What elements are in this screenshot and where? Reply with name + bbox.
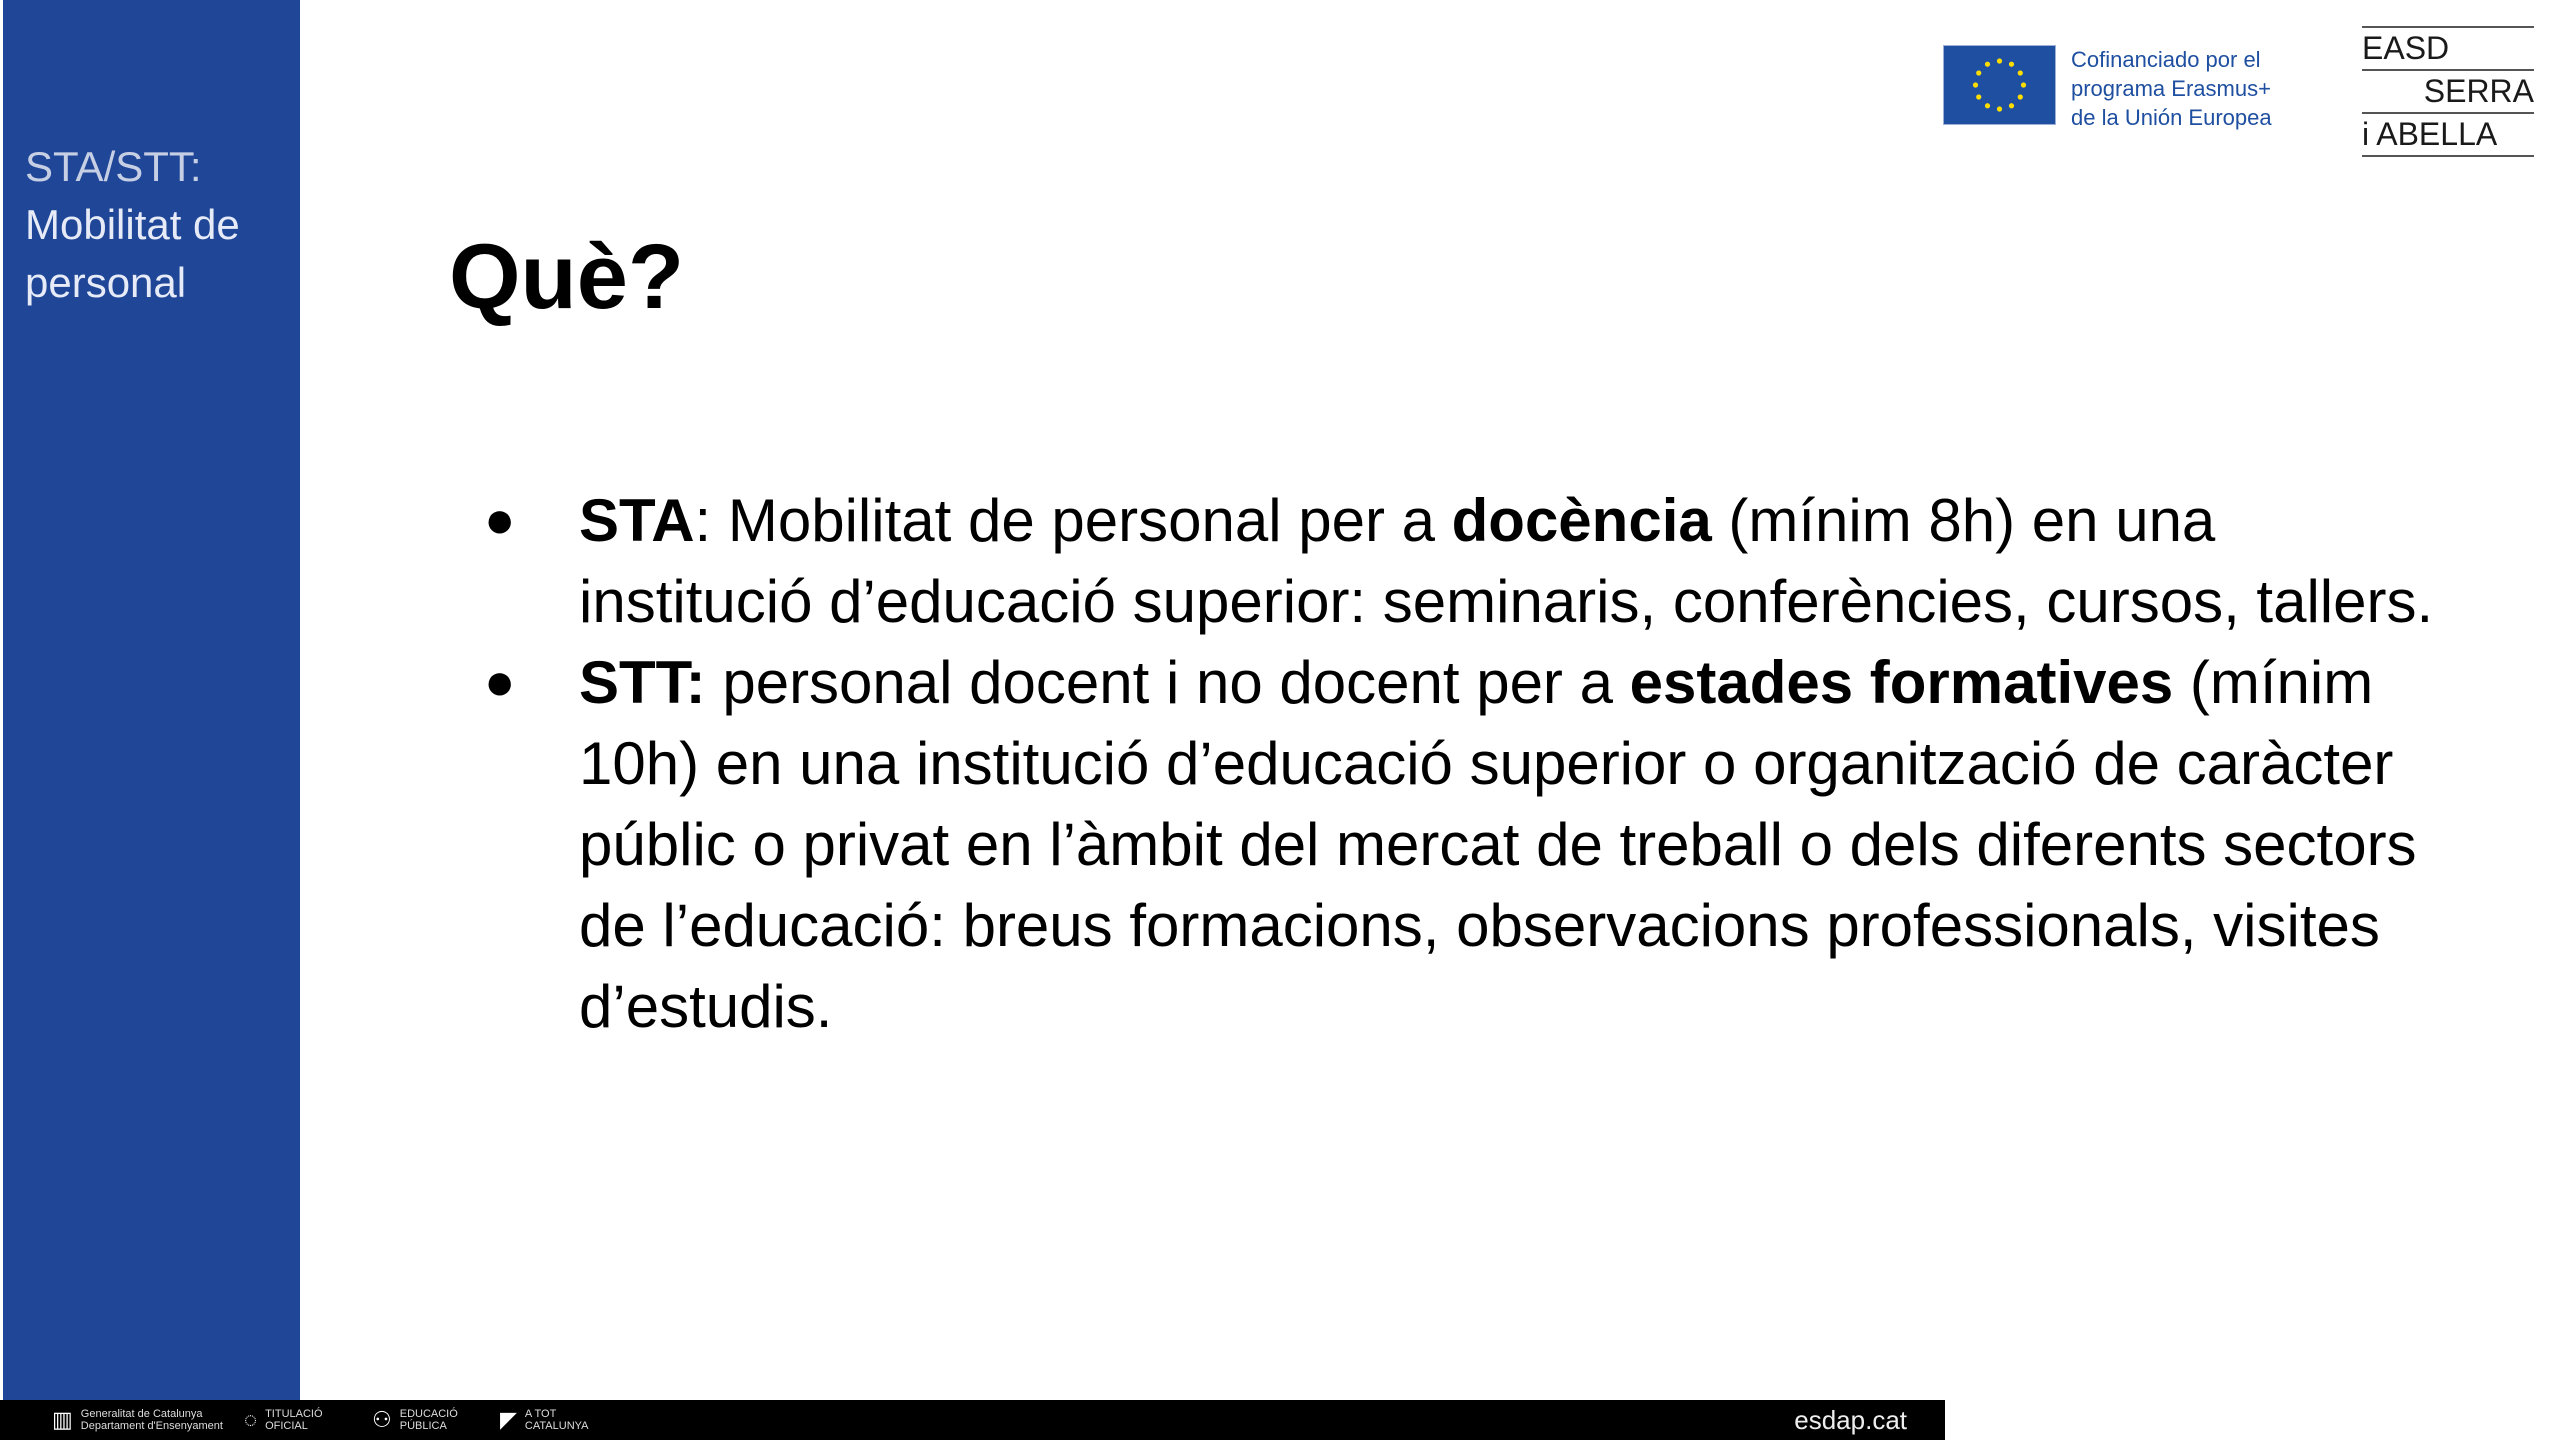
eu-cofinancing-text — [2071, 45, 2301, 132]
educacio-publica-logo — [372, 1408, 458, 1432]
bullet-text: (mínim 8h) en una institució d’educació superior: seminaris, conferències, cursos, tallers. — [579, 487, 2434, 635]
eu-star-icon — [1973, 82, 1978, 87]
sidebar-title-line: Mobilitat de — [25, 201, 240, 248]
eu-star-icon — [2009, 62, 2014, 67]
titulacio-oficial-icon: ◌ — [244, 1407, 258, 1432]
website-link[interactable]: esdap.cat — [1794, 1405, 1907, 1435]
eu-star-icon — [1997, 106, 2002, 111]
bullet-emphasis: docència — [1451, 487, 1712, 554]
eu-star-icon — [1997, 58, 2002, 63]
eu-star-icon — [2018, 94, 2023, 99]
logo-line: EASD — [2362, 26, 2534, 69]
eu-star-icon — [2009, 103, 2014, 108]
bullet-item — [480, 480, 2440, 642]
logo-text: Generalitat de Catalunya — [80, 1408, 203, 1420]
bullet-text: (mínim 10h) en una institució d’educació superior o organització de caràcter públic o privat en l’àmbit del mercat de treball o dels diferents sectors de l’educació: breus formacions, observacions professionals, visites d’estudis. — [579, 649, 2417, 1040]
bullet-list — [480, 480, 2440, 1047]
eu-star-icon — [2018, 70, 2023, 75]
generalitat-logo — [52, 1408, 223, 1432]
bullet-dot-icon: ● — [484, 491, 516, 549]
sidebar-title — [25, 138, 295, 312]
logo-text: EDUCACIÓ — [399, 1408, 458, 1420]
eu-star-icon — [2021, 82, 2026, 87]
logo-text: A TOT — [524, 1408, 557, 1420]
sidebar-title-line: STA/STT: — [25, 143, 202, 190]
bullet-text: : Mobilitat de personal per a — [694, 487, 1452, 554]
logo-text: PÚBLICA — [399, 1420, 447, 1432]
eu-text-line: de la Unión Europea — [2071, 105, 2272, 130]
bullet-dot-icon: ● — [484, 653, 516, 711]
generalitat-icon: ▥ — [52, 1407, 73, 1432]
logo-line: i ABELLA — [2362, 112, 2534, 157]
bullet-emphasis: estades formatives — [1629, 649, 2174, 716]
eu-text-line: Cofinanciado por el — [2071, 47, 2261, 72]
bullet-text: personal docent i no docent per a — [705, 649, 1630, 716]
page-title: Què? — [449, 226, 685, 328]
eu-text-line: programa Erasmus+ — [2071, 76, 2271, 101]
eu-star-icon — [1976, 70, 1981, 75]
a-tot-catalunya-icon: ◤ — [500, 1407, 517, 1432]
logo-text: Departament d'Ensenyament — [80, 1420, 223, 1432]
sidebar — [3, 0, 300, 1400]
logo-text: CATALUNYA — [524, 1420, 589, 1432]
a-tot-catalunya-logo — [500, 1408, 589, 1432]
bullet-emphasis: STT: — [579, 649, 706, 716]
logo-line: SERRA — [2362, 69, 2534, 112]
eu-star-icon — [1985, 62, 1990, 67]
eu-star-icon — [1976, 94, 1981, 99]
eu-star-icon — [1985, 103, 1990, 108]
educacio-publica-icon: ⚇ — [372, 1407, 392, 1432]
logo-text: TITULACIÓ — [265, 1408, 323, 1420]
logo-text: OFICIAL — [265, 1420, 308, 1432]
sidebar-title-line: personal — [25, 259, 187, 306]
bullet-item — [480, 642, 2440, 1047]
bullet-emphasis: STA — [579, 487, 695, 554]
footer-bar — [0, 1400, 1945, 1440]
titulacio-oficial-logo — [244, 1408, 323, 1432]
easd-serra-abella-logo — [2362, 26, 2534, 157]
eu-flag-icon — [1943, 45, 2056, 125]
